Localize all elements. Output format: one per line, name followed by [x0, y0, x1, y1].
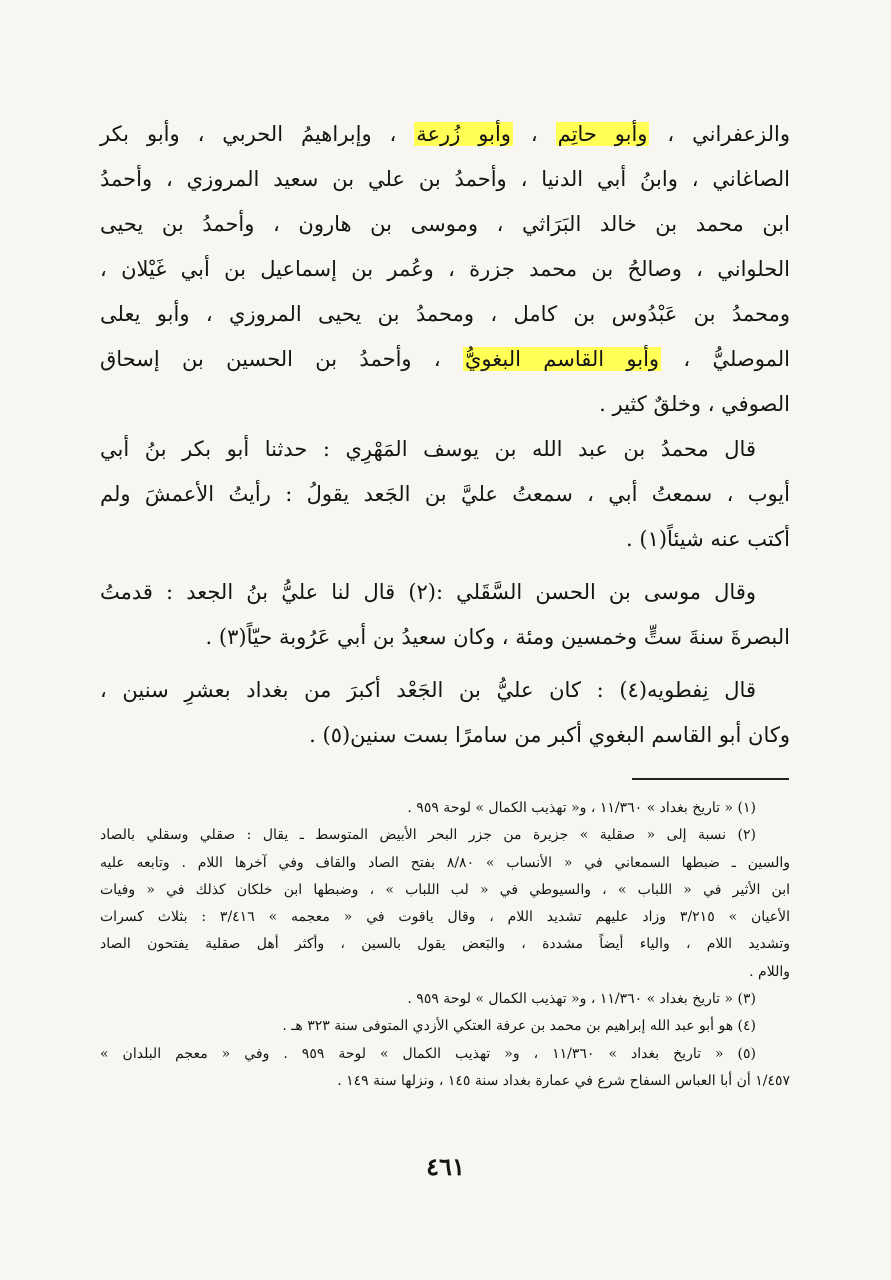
text-segment: الموصليُّ ،: [661, 347, 790, 371]
highlighted-name: وأبو القاسم البغويُّ: [464, 347, 660, 371]
paragraph-start-line: قال نِفطويه(٤) : كان عليُّ بن الجَعْد أكبرَ من بغداد بعشرِ سنين ،: [100, 678, 756, 702]
footnote-line: (١) « تاريخ بغداد » ١١/٣٦٠ ، و« تهذيب الكمال » لوحة ٩٥٩ .: [407, 800, 756, 816]
paragraph-start-line: قال محمدُ بن عبد الله بن يوسف المَهْرِي : حدثنا أبو بكر بنُ أبي: [100, 437, 756, 461]
footnote-line: (٣) « تاريخ بغداد » ١١/٣٦٠ ، و« تهذيب الكمال » لوحة ٩٥٩ .: [407, 991, 756, 1008]
text-line: الصاغاني ، وابنُ أبي الدنيا ، وأحمدُ بن علي بن سعيد المروزي ، وأحمدُ: [100, 167, 790, 191]
footnote-line: ١/٤٥٧ أن أبا العباس السفاح شرع في عمارة بغداد سنة ١٤٥ ، ونزلها سنة ١٤٩ .: [337, 1072, 790, 1089]
text-line: الحلواني ، وصالحُ بن محمد جزرة ، وعُمر بن إسماعيل بن أبي غَيْلان ،: [100, 257, 790, 281]
text-line: أيوب ، سمعتُ أبي ، سمعتُ عليَّ بن الجَعد يقولُ : رأيتُ الأعمشَ ولم: [100, 482, 790, 506]
footnote-separator: [632, 778, 789, 780]
text-segment: ، وأحمدُ بن الحسين بن إسحاق: [100, 347, 463, 371]
main-text: [100, 112, 790, 758]
text-segment: ،: [512, 122, 556, 146]
footnote-line: واللام .: [749, 963, 790, 980]
footnotes: [100, 795, 790, 1095]
footnote-line: وتشديد اللام ، والياء أيضاً مشددة ، والبَعض يقول بالسين ، وأكثر أهل صقلية يفتحون الصاد: [100, 936, 790, 953]
text-line: الصوفي ، وخلقٌ كثير .: [599, 392, 790, 416]
footnote-line: والسين ـ ضبطها السمعاني في « الأنساب » ٨/٨٠ بفتح الصاد والقاف وفي آخرها اللام . وتابعه عليه: [100, 854, 791, 871]
text-line: وكان أبو القاسم البغوي أكبر من سامرًا بست سنين(٥) .: [309, 723, 790, 747]
text-line: ابن محمد بن خالد البَرَاثي ، وموسى بن هارون ، وأحمدُ بن يحيى: [100, 212, 790, 236]
text-line: [100, 112, 790, 157]
text-line: أكتب عنه شيئاً(١) .: [626, 527, 790, 551]
highlighted-name: وأبو زُرعة: [416, 122, 511, 146]
text-segment: والزعفراني ،: [649, 122, 790, 146]
page-number: ٤٦١: [426, 1152, 465, 1181]
footnote-line: (٥) « تاريخ بغداد » ١١/٣٦٠ ، و« تهذيب الكمال » لوحة ٩٥٩ . وفي « معجم البلدان »: [100, 1045, 757, 1062]
footnote-line: الأعيان » ٣/٢١٥ وزاد عليهم تشديد اللام ، وقال ياقوت في « معجمه » ٣/٤١٦ : بثلاث كسرات: [100, 909, 791, 926]
text-line: ومحمدُ بن عَبْدُوس بن كامل ، ومحمدُ بن يحيى المروزي ، وأبو يعلى: [100, 302, 790, 326]
text-segment: ، وإبراهيمُ الحربي ، وأبو بكر: [100, 122, 415, 146]
footnote-line: ابن الأثير في « اللباب » ، والسيوطي في « لب اللباب » ، وضبطها ابن خلكان كذلك في « وفيات: [100, 881, 790, 898]
highlighted-name: وأبو حاتِم: [557, 122, 648, 146]
paragraph-start-line: وقال موسى بن الحسن السَّقَلي :(٢) قال لنا عليُّ بنُ الجعد : قدمتُ: [100, 580, 756, 604]
footnote-line: (٢) نسبة إلى « صقلية » جزيرة من جزر البحر الأبيض المتوسط ـ يقال : صقلي وسقلي بالصاد: [100, 827, 756, 844]
text-line: البصرةَ سنةَ ستٍّ وخمسين ومئة ، وكان سعيدُ بن أبي عَرُوبة حيّاً(٣) .: [205, 625, 790, 649]
text-line: [100, 337, 790, 382]
footnote-line: (٤) هو أبو عبد الله إبراهيم بن محمد بن عرفة العتكي الأزدي المتوفى سنة ٣٢٣ هـ .: [282, 1018, 756, 1035]
